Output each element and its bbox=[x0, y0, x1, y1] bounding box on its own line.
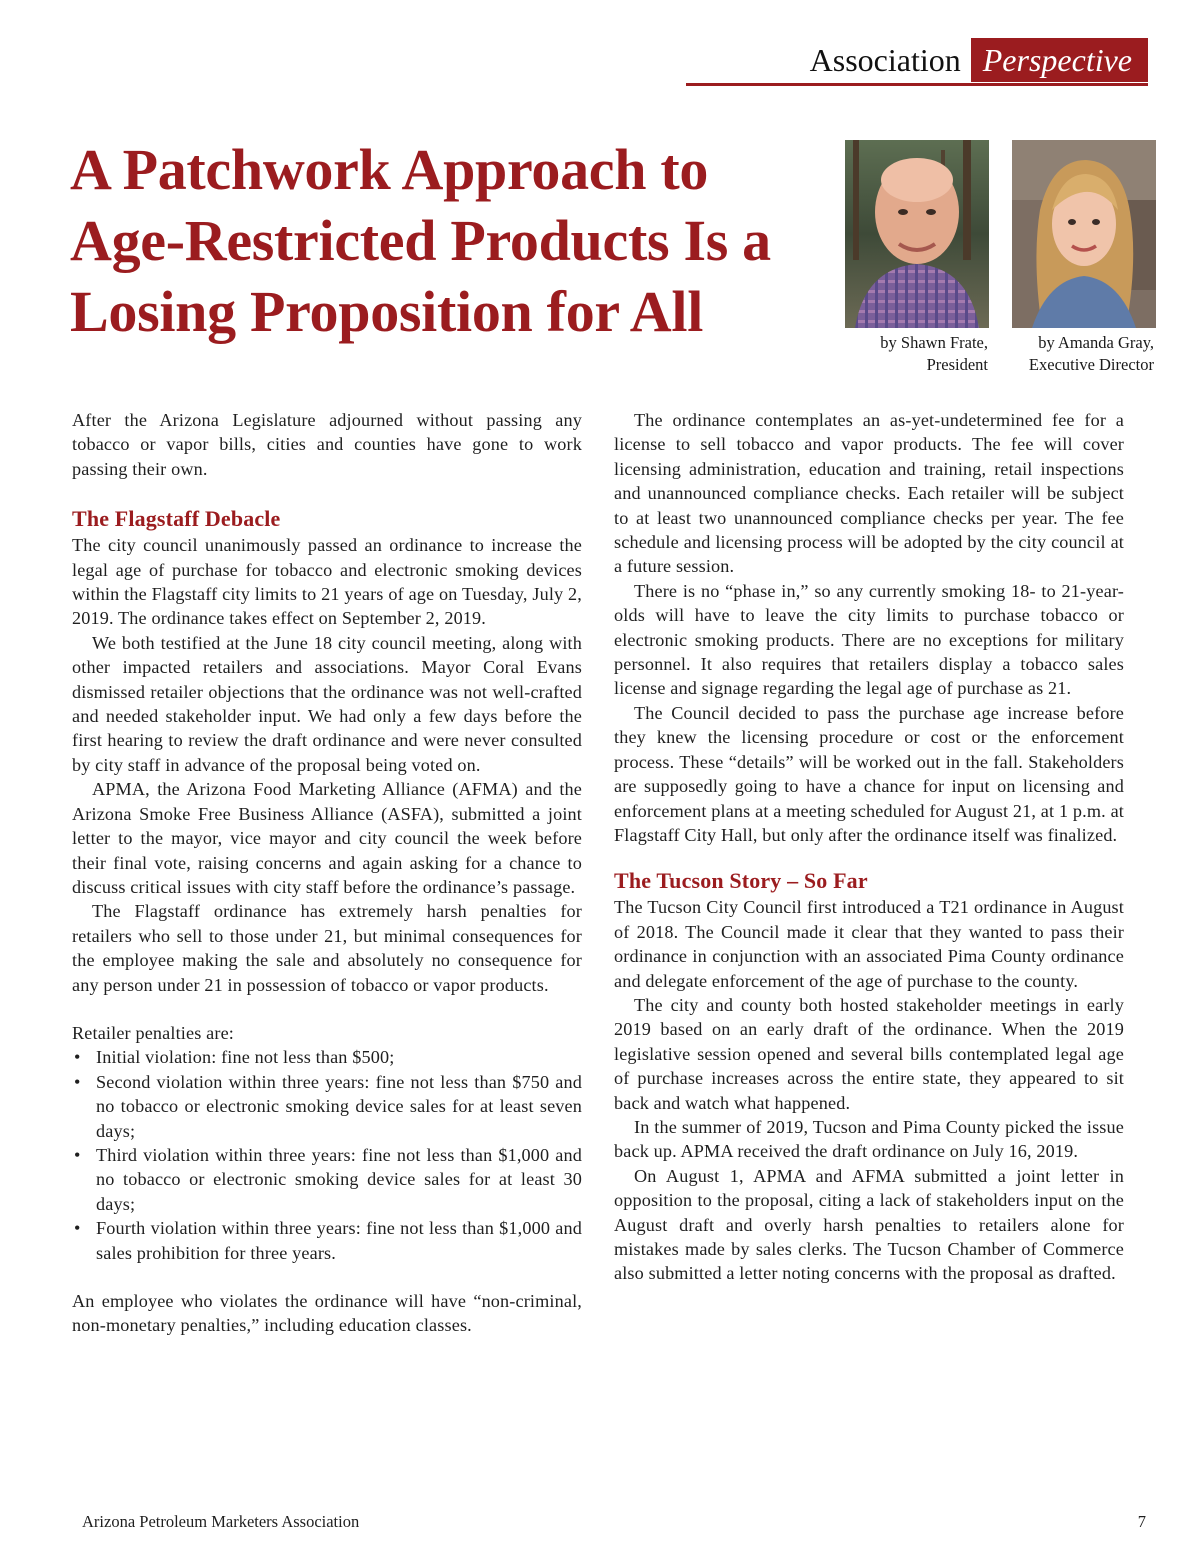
article-column-left bbox=[72, 408, 582, 1338]
list-item-text: Fourth violation within three years: fine not less than $1,000 and sales prohibition for three years. bbox=[96, 1218, 582, 1263]
paragraph: An employee who violates the ordinance will have “non-criminal, non-monetary penalties,” including education classes. bbox=[72, 1291, 582, 1336]
author-role: President bbox=[926, 355, 988, 374]
paragraph: The city and county both hosted stakeholder meetings in early 2019 based on an early draft of the ordinance. When the 2019 legislative session opened and several bills contemplated legal age of purchase increases across the entire state, they appeared to sit back and watch what happened. bbox=[614, 994, 1124, 1113]
paragraph: There is no “phase in,” so any currently smoking 18- to 21-year-olds will have to leave the city limits to purchase tobacco or electronic smoking products. There are no exceptions for military personnel. It also requires that retailers display a tobacco sales license and signage regarding the legal age of purchase as 21. bbox=[614, 580, 1124, 699]
paragraph: APMA, the Arizona Food Marketing Alliance (AFMA) and the Arizona Smoke Free Business Alliance (ASFA), submitted a joint letter to the mayor, vice mayor and city council the week before their final vote, raising concerns and again asking for a chance to discuss critical issues with city staff before the ordinance’s passage. bbox=[72, 779, 582, 897]
paragraph: On August 1, APMA and AFMA submitted a joint letter in opposition to the proposal, citing a lack of stakeholders input on the August draft and overly harsh penalties to retailers alone for mistakes made by sales clerks. The Tucson Chamber of Commerce also submitted a letter noting concerns with the proposal as drafted. bbox=[614, 1165, 1124, 1284]
section-label-highlight: Perspective bbox=[971, 38, 1148, 82]
footer-publication: Arizona Petroleum Marketers Association bbox=[82, 1512, 360, 1531]
list-item bbox=[72, 1216, 582, 1265]
paragraph: The Tucson City Council first introduced a T21 ordinance in August of 2018. The Council made it clear that they wanted to pass their ordinance in conjunction with an associated Pima County ordinance and delegate enforcement of the age of purchase to the county. bbox=[614, 897, 1124, 991]
list-item bbox=[72, 1143, 582, 1216]
article-title bbox=[70, 134, 810, 347]
paragraph: The ordinance contemplates an as-yet-undetermined fee for a license to sell tobacco and vapor products. The fee will cover licensing administration, education and training, retail inspections and unannounced compliance checks. Each retailer will be subject to at least two unannounced compliance checks per year. The fee schedule and licensing process will be adopted by the city council at a future session. bbox=[614, 410, 1124, 577]
paragraph: The Flagstaff ordinance has extremely harsh penalties for retailers who sell to those under 21, but minimal consequences for the employee making the sale and absolutely no consequence for any person under 21 in possession of tobacco or vapor products. bbox=[72, 901, 582, 995]
author-byline-shawn-frate bbox=[880, 332, 988, 376]
author-name: by Amanda Gray, bbox=[1038, 333, 1154, 352]
penalties-intro: Retailer penalties are: bbox=[72, 1022, 235, 1043]
list-item-text: Initial violation: fine not less than $500; bbox=[96, 1047, 395, 1068]
page-number: 7 bbox=[1137, 1512, 1146, 1531]
list-item bbox=[72, 1045, 582, 1069]
list-item-text: Third violation within three years: fine not less than $1,000 and no tobacco or electronic smoking device sales for at least 30 days; bbox=[96, 1144, 582, 1214]
bullet-icon: • bbox=[74, 1144, 81, 1165]
article-column-right bbox=[614, 408, 1124, 1286]
paragraph: The Council decided to pass the purchase age increase before they knew the licensing procedure or cost or the enforcement process. These “details” will be worked out in the fall. Stakeholders are supposedly going to have a chance for input on licensing and enforcement plans at a meeting scheduled for August 21, at 1 p.m. at Flagstaff City Hall, but only after the ordinance itself was finalized. bbox=[614, 702, 1124, 845]
paragraph: In the summer of 2019, Tucson and Pima County picked the issue back up. APMA received the draft ordinance on July 16, 2019. bbox=[614, 1116, 1124, 1162]
bullet-icon: • bbox=[74, 1071, 81, 1092]
list-item bbox=[72, 1070, 582, 1143]
section-heading-tucson: The Tucson Story – So Far bbox=[614, 868, 868, 894]
section-label: Association bbox=[809, 42, 961, 78]
title-line: Age-Restricted Products Is a bbox=[70, 208, 771, 273]
paragraph: We both testified at the June 18 city council meeting, along with other impacted retailers and associations. Mayor Coral Evans dismissed retailer objections that the ordinance was not well-crafted and needed stakeholder input. We had only a few days before the first hearing to review the draft ordinance and were never consulted by city staff in advance of the proposal being voted on. bbox=[72, 632, 582, 775]
paragraph: After the Arizona Legislature adjourned without passing any tobacco or vapor bills, cities and counties have gone to work passing their own. bbox=[72, 410, 582, 479]
header-rule bbox=[686, 83, 1148, 86]
author-role: Executive Director bbox=[1028, 355, 1154, 374]
bullet-icon: • bbox=[74, 1047, 81, 1068]
author-name: by Shawn Frate, bbox=[880, 333, 988, 352]
title-line: Losing Proposition for All bbox=[70, 279, 704, 344]
author-byline-amanda-gray bbox=[1029, 332, 1154, 376]
penalties-list bbox=[72, 1045, 582, 1265]
author-photo-amanda-gray bbox=[1012, 140, 1156, 328]
author-photo-shawn-frate bbox=[845, 140, 989, 328]
section-header bbox=[810, 38, 1148, 82]
list-item-text: Second violation within three years: fine not less than $750 and no tobacco or electronic smoking device sales for at least seven days; bbox=[96, 1071, 582, 1141]
paragraph: The city council unanimously passed an ordinance to increase the legal age of purchase for tobacco and electronic smoking devices within the Flagstaff city limits to 21 years of age on Tuesday, July 2, 2019. The ordinance takes effect on September 2, 2019. bbox=[72, 535, 582, 629]
title-line: A Patchwork Approach to bbox=[70, 137, 709, 202]
section-heading-flagstaff: The Flagstaff Debacle bbox=[72, 506, 281, 532]
bullet-icon: • bbox=[74, 1218, 81, 1239]
